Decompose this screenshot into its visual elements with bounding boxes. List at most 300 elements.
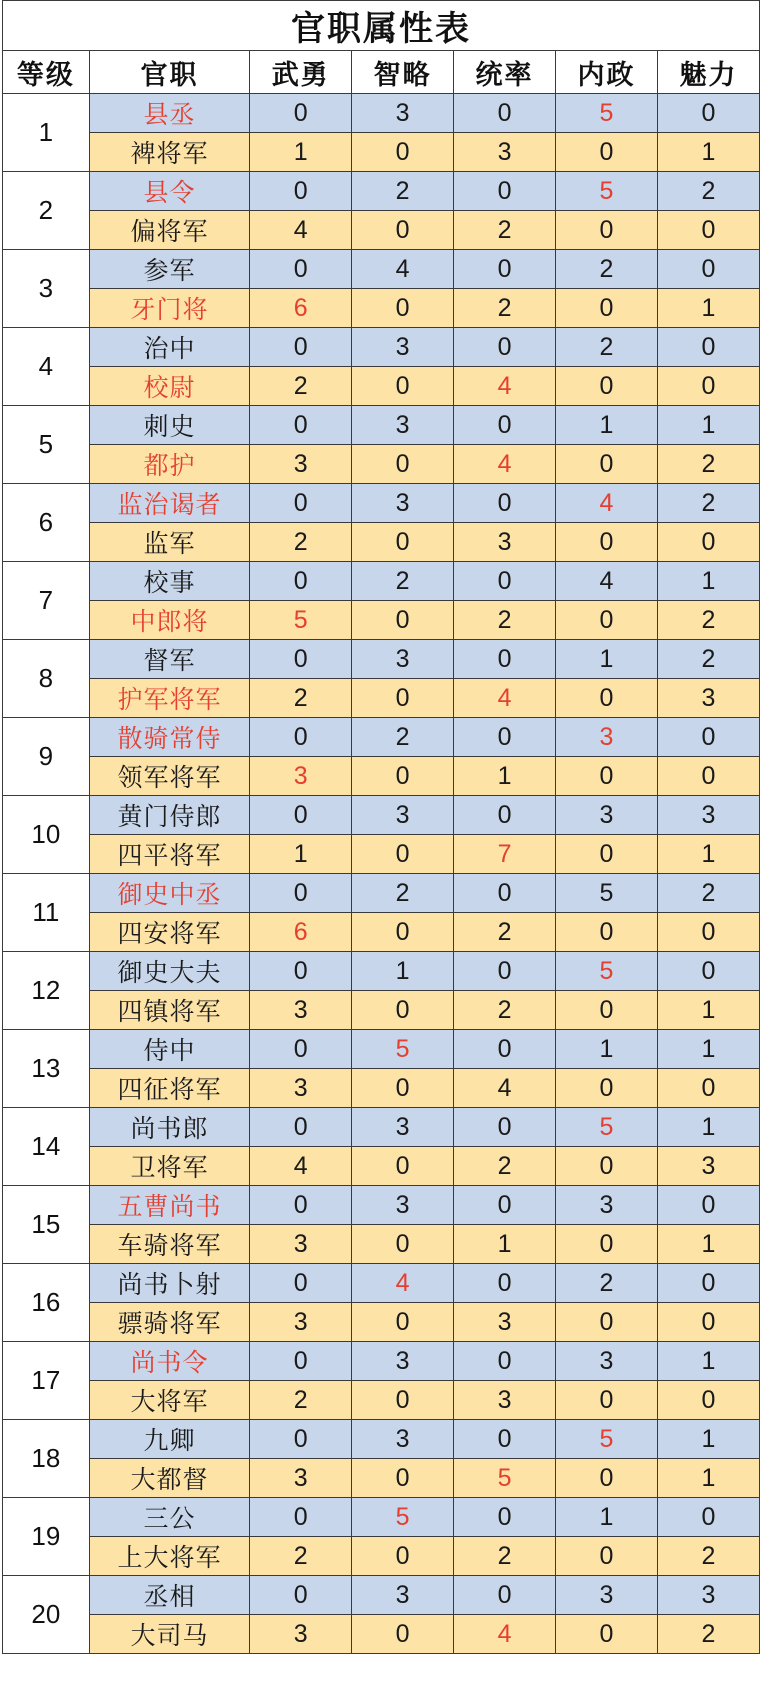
- office-name-cell: 尚书令: [89, 1342, 249, 1381]
- politics-value-cell: 0: [556, 1615, 658, 1654]
- strategy-value-cell: 0: [352, 1147, 454, 1186]
- valor-value-cell: 3: [250, 1069, 352, 1108]
- office-name-cell: 侍中: [89, 1030, 249, 1069]
- table-row: [3, 679, 760, 718]
- command-value-cell: 3: [454, 1303, 556, 1342]
- valor-value-cell: 4: [250, 211, 352, 250]
- charisma-value-cell: 2: [657, 172, 759, 211]
- charisma-value-cell: 2: [657, 874, 759, 913]
- politics-value-cell: 5: [556, 874, 658, 913]
- command-value-cell: 0: [454, 952, 556, 991]
- politics-value-cell: 0: [556, 601, 658, 640]
- command-value-cell: 0: [454, 1108, 556, 1147]
- office-name-cell: 四镇将军: [89, 991, 249, 1030]
- valor-value-cell: 2: [250, 1537, 352, 1576]
- politics-value-cell: 1: [556, 640, 658, 679]
- valor-value-cell: 0: [250, 1186, 352, 1225]
- table-row: [3, 991, 760, 1030]
- command-value-cell: 0: [454, 406, 556, 445]
- charisma-value-cell: 1: [657, 991, 759, 1030]
- command-value-cell: 3: [454, 523, 556, 562]
- charisma-value-cell: 0: [657, 94, 759, 133]
- table-row: [3, 289, 760, 328]
- table-row: [3, 718, 760, 757]
- command-value-cell: 1: [454, 1225, 556, 1264]
- politics-value-cell: 2: [556, 328, 658, 367]
- table-row: [3, 1459, 760, 1498]
- valor-value-cell: 0: [250, 484, 352, 523]
- strategy-value-cell: 3: [352, 1576, 454, 1615]
- header-strategy: 智略: [352, 51, 454, 94]
- charisma-value-cell: 2: [657, 1615, 759, 1654]
- level-cell: 18: [3, 1420, 90, 1498]
- table-body: [3, 94, 760, 1654]
- office-name-cell: 中郎将: [89, 601, 249, 640]
- office-name-cell: 卫将军: [89, 1147, 249, 1186]
- table-row: [3, 1225, 760, 1264]
- header-politics: 内政: [556, 51, 658, 94]
- charisma-value-cell: 0: [657, 328, 759, 367]
- valor-value-cell: 4: [250, 1147, 352, 1186]
- politics-value-cell: 1: [556, 1030, 658, 1069]
- office-name-cell: 御史中丞: [89, 874, 249, 913]
- office-name-cell: 黄门侍郎: [89, 796, 249, 835]
- strategy-value-cell: 0: [352, 679, 454, 718]
- header-valor: 武勇: [250, 51, 352, 94]
- strategy-value-cell: 0: [352, 289, 454, 328]
- valor-value-cell: 1: [250, 133, 352, 172]
- politics-value-cell: 0: [556, 523, 658, 562]
- level-cell: 15: [3, 1186, 90, 1264]
- strategy-value-cell: 0: [352, 1459, 454, 1498]
- politics-value-cell: 0: [556, 1381, 658, 1420]
- level-cell: 14: [3, 1108, 90, 1186]
- office-name-cell: 大将军: [89, 1381, 249, 1420]
- office-name-cell: 校事: [89, 562, 249, 601]
- politics-value-cell: 5: [556, 172, 658, 211]
- valor-value-cell: 0: [250, 952, 352, 991]
- valor-value-cell: 3: [250, 991, 352, 1030]
- valor-value-cell: 0: [250, 1498, 352, 1537]
- office-name-cell: 校尉: [89, 367, 249, 406]
- office-name-cell: 牙门将: [89, 289, 249, 328]
- command-value-cell: 0: [454, 1030, 556, 1069]
- level-cell: 3: [3, 250, 90, 328]
- strategy-value-cell: 0: [352, 367, 454, 406]
- command-value-cell: 4: [454, 367, 556, 406]
- valor-value-cell: 0: [250, 718, 352, 757]
- valor-value-cell: 2: [250, 1381, 352, 1420]
- command-value-cell: 2: [454, 1147, 556, 1186]
- command-value-cell: 0: [454, 718, 556, 757]
- strategy-value-cell: 0: [352, 913, 454, 952]
- office-name-cell: 三公: [89, 1498, 249, 1537]
- table-row: [3, 133, 760, 172]
- valor-value-cell: 2: [250, 367, 352, 406]
- valor-value-cell: 3: [250, 445, 352, 484]
- command-value-cell: 0: [454, 250, 556, 289]
- office-name-cell: 护军将军: [89, 679, 249, 718]
- charisma-value-cell: 0: [657, 1303, 759, 1342]
- charisma-value-cell: 2: [657, 445, 759, 484]
- table-row: [3, 367, 760, 406]
- strategy-value-cell: 2: [352, 172, 454, 211]
- table-row: [3, 1381, 760, 1420]
- strategy-value-cell: 0: [352, 1225, 454, 1264]
- header-command: 统率: [454, 51, 556, 94]
- politics-value-cell: 0: [556, 367, 658, 406]
- level-cell: 8: [3, 640, 90, 718]
- table-row: [3, 796, 760, 835]
- header-level: 等级: [3, 51, 90, 94]
- valor-value-cell: 0: [250, 562, 352, 601]
- command-value-cell: 0: [454, 1264, 556, 1303]
- level-cell: 5: [3, 406, 90, 484]
- command-value-cell: 4: [454, 1069, 556, 1108]
- politics-value-cell: 3: [556, 1186, 658, 1225]
- charisma-value-cell: 0: [657, 1069, 759, 1108]
- office-name-cell: 领军将军: [89, 757, 249, 796]
- charisma-value-cell: 2: [657, 640, 759, 679]
- office-name-cell: 都护: [89, 445, 249, 484]
- politics-value-cell: 4: [556, 484, 658, 523]
- table-row: [3, 757, 760, 796]
- strategy-value-cell: 3: [352, 640, 454, 679]
- charisma-value-cell: 0: [657, 1381, 759, 1420]
- office-name-cell: 尚书郎: [89, 1108, 249, 1147]
- command-value-cell: 0: [454, 328, 556, 367]
- level-cell: 7: [3, 562, 90, 640]
- valor-value-cell: 0: [250, 1108, 352, 1147]
- office-name-cell: 骠骑将军: [89, 1303, 249, 1342]
- politics-value-cell: 0: [556, 445, 658, 484]
- office-name-cell: 督军: [89, 640, 249, 679]
- charisma-value-cell: 1: [657, 1030, 759, 1069]
- office-name-cell: 九卿: [89, 1420, 249, 1459]
- table-row: [3, 1498, 760, 1537]
- charisma-value-cell: 0: [657, 250, 759, 289]
- strategy-value-cell: 4: [352, 250, 454, 289]
- office-name-cell: 散骑常侍: [89, 718, 249, 757]
- title-row: [3, 1, 760, 51]
- charisma-value-cell: 1: [657, 133, 759, 172]
- office-name-cell: 参军: [89, 250, 249, 289]
- office-name-cell: 车骑将军: [89, 1225, 249, 1264]
- charisma-value-cell: 1: [657, 1459, 759, 1498]
- politics-value-cell: 2: [556, 1264, 658, 1303]
- valor-value-cell: 3: [250, 1459, 352, 1498]
- command-value-cell: 0: [454, 1498, 556, 1537]
- charisma-value-cell: 1: [657, 1342, 759, 1381]
- strategy-value-cell: 3: [352, 94, 454, 133]
- charisma-value-cell: 0: [657, 367, 759, 406]
- strategy-value-cell: 0: [352, 211, 454, 250]
- valor-value-cell: 3: [250, 1303, 352, 1342]
- strategy-value-cell: 3: [352, 796, 454, 835]
- valor-value-cell: 1: [250, 835, 352, 874]
- header-charisma: 魅力: [657, 51, 759, 94]
- politics-value-cell: 0: [556, 757, 658, 796]
- charisma-value-cell: 1: [657, 289, 759, 328]
- politics-value-cell: 0: [556, 133, 658, 172]
- command-value-cell: 0: [454, 562, 556, 601]
- strategy-value-cell: 0: [352, 757, 454, 796]
- valor-value-cell: 2: [250, 523, 352, 562]
- table-row: [3, 1108, 760, 1147]
- valor-value-cell: 0: [250, 796, 352, 835]
- office-name-cell: 御史大夫: [89, 952, 249, 991]
- level-cell: 13: [3, 1030, 90, 1108]
- strategy-value-cell: 0: [352, 1537, 454, 1576]
- office-name-cell: 尚书卜射: [89, 1264, 249, 1303]
- politics-value-cell: 0: [556, 1225, 658, 1264]
- command-value-cell: 0: [454, 1576, 556, 1615]
- politics-value-cell: 2: [556, 250, 658, 289]
- valor-value-cell: 0: [250, 328, 352, 367]
- level-cell: 12: [3, 952, 90, 1030]
- charisma-value-cell: 0: [657, 1498, 759, 1537]
- command-value-cell: 5: [454, 1459, 556, 1498]
- politics-value-cell: 5: [556, 94, 658, 133]
- strategy-value-cell: 0: [352, 133, 454, 172]
- command-value-cell: 2: [454, 211, 556, 250]
- table-row: [3, 1303, 760, 1342]
- office-name-cell: 监治谒者: [89, 484, 249, 523]
- header-row: [3, 51, 760, 94]
- level-cell: 17: [3, 1342, 90, 1420]
- strategy-value-cell: 0: [352, 601, 454, 640]
- strategy-value-cell: 3: [352, 328, 454, 367]
- level-cell: 4: [3, 328, 90, 406]
- office-name-cell: 县令: [89, 172, 249, 211]
- politics-value-cell: 3: [556, 1576, 658, 1615]
- level-cell: 6: [3, 484, 90, 562]
- valor-value-cell: 0: [250, 874, 352, 913]
- level-cell: 1: [3, 94, 90, 172]
- valor-value-cell: 0: [250, 94, 352, 133]
- politics-value-cell: 0: [556, 1147, 658, 1186]
- command-value-cell: 0: [454, 172, 556, 211]
- charisma-value-cell: 0: [657, 913, 759, 952]
- charisma-value-cell: 2: [657, 484, 759, 523]
- command-value-cell: 0: [454, 1420, 556, 1459]
- politics-value-cell: 0: [556, 289, 658, 328]
- header-office: 官职: [89, 51, 249, 94]
- table-row: [3, 1030, 760, 1069]
- level-cell: 16: [3, 1264, 90, 1342]
- valor-value-cell: 0: [250, 1264, 352, 1303]
- politics-value-cell: 5: [556, 1108, 658, 1147]
- valor-value-cell: 3: [250, 1225, 352, 1264]
- office-name-cell: 上大将军: [89, 1537, 249, 1576]
- politics-value-cell: 0: [556, 1069, 658, 1108]
- table-row: [3, 1342, 760, 1381]
- level-cell: 9: [3, 718, 90, 796]
- command-value-cell: 2: [454, 991, 556, 1030]
- office-name-cell: 裨将军: [89, 133, 249, 172]
- charisma-value-cell: 0: [657, 211, 759, 250]
- politics-value-cell: 4: [556, 562, 658, 601]
- office-name-cell: 大都督: [89, 1459, 249, 1498]
- attribute-sheet: [2, 0, 760, 1654]
- command-value-cell: 2: [454, 1537, 556, 1576]
- strategy-value-cell: 0: [352, 991, 454, 1030]
- strategy-value-cell: 0: [352, 835, 454, 874]
- table-row: [3, 1147, 760, 1186]
- office-name-cell: 监军: [89, 523, 249, 562]
- politics-value-cell: 0: [556, 1303, 658, 1342]
- office-name-cell: 五曹尚书: [89, 1186, 249, 1225]
- table-row: [3, 94, 760, 133]
- office-name-cell: 丞相: [89, 1576, 249, 1615]
- strategy-value-cell: 3: [352, 484, 454, 523]
- table-row: [3, 1537, 760, 1576]
- charisma-value-cell: 0: [657, 1186, 759, 1225]
- valor-value-cell: 0: [250, 172, 352, 211]
- politics-value-cell: 5: [556, 1420, 658, 1459]
- strategy-value-cell: 0: [352, 1615, 454, 1654]
- charisma-value-cell: 1: [657, 1108, 759, 1147]
- command-value-cell: 3: [454, 133, 556, 172]
- office-name-cell: 四安将军: [89, 913, 249, 952]
- politics-value-cell: 3: [556, 718, 658, 757]
- table-row: [3, 1186, 760, 1225]
- charisma-value-cell: 0: [657, 1264, 759, 1303]
- office-name-cell: 四平将军: [89, 835, 249, 874]
- valor-value-cell: 0: [250, 1576, 352, 1615]
- strategy-value-cell: 0: [352, 1303, 454, 1342]
- charisma-value-cell: 1: [657, 1225, 759, 1264]
- strategy-value-cell: 0: [352, 523, 454, 562]
- valor-value-cell: 6: [250, 913, 352, 952]
- charisma-value-cell: 1: [657, 1420, 759, 1459]
- strategy-value-cell: 2: [352, 718, 454, 757]
- charisma-value-cell: 1: [657, 835, 759, 874]
- strategy-value-cell: 3: [352, 1342, 454, 1381]
- politics-value-cell: 3: [556, 1342, 658, 1381]
- command-value-cell: 0: [454, 796, 556, 835]
- command-value-cell: 4: [454, 1615, 556, 1654]
- strategy-value-cell: 0: [352, 445, 454, 484]
- valor-value-cell: 0: [250, 1342, 352, 1381]
- table-title: 官职属性表: [3, 1, 760, 51]
- politics-value-cell: 1: [556, 1498, 658, 1537]
- strategy-value-cell: 4: [352, 1264, 454, 1303]
- table-row: [3, 1264, 760, 1303]
- charisma-value-cell: 0: [657, 952, 759, 991]
- charisma-value-cell: 3: [657, 796, 759, 835]
- strategy-value-cell: 3: [352, 406, 454, 445]
- office-name-cell: 四征将军: [89, 1069, 249, 1108]
- command-value-cell: 4: [454, 679, 556, 718]
- table-row: [3, 913, 760, 952]
- politics-value-cell: 5: [556, 952, 658, 991]
- strategy-value-cell: 3: [352, 1186, 454, 1225]
- table-row: [3, 523, 760, 562]
- strategy-value-cell: 3: [352, 1420, 454, 1459]
- command-value-cell: 0: [454, 640, 556, 679]
- valor-value-cell: 0: [250, 406, 352, 445]
- charisma-value-cell: 0: [657, 757, 759, 796]
- valor-value-cell: 2: [250, 679, 352, 718]
- level-cell: 19: [3, 1498, 90, 1576]
- valor-value-cell: 3: [250, 757, 352, 796]
- charisma-value-cell: 2: [657, 601, 759, 640]
- table-row: [3, 952, 760, 991]
- strategy-value-cell: 0: [352, 1069, 454, 1108]
- command-value-cell: 0: [454, 94, 556, 133]
- table-row: [3, 601, 760, 640]
- level-cell: 20: [3, 1576, 90, 1654]
- command-value-cell: 2: [454, 913, 556, 952]
- valor-value-cell: 6: [250, 289, 352, 328]
- table-row: [3, 874, 760, 913]
- strategy-value-cell: 2: [352, 562, 454, 601]
- valor-value-cell: 0: [250, 250, 352, 289]
- strategy-value-cell: 2: [352, 874, 454, 913]
- command-value-cell: 0: [454, 1186, 556, 1225]
- charisma-value-cell: 1: [657, 562, 759, 601]
- command-value-cell: 2: [454, 601, 556, 640]
- valor-value-cell: 0: [250, 640, 352, 679]
- table-row: [3, 328, 760, 367]
- strategy-value-cell: 5: [352, 1498, 454, 1537]
- table-row: [3, 1420, 760, 1459]
- politics-value-cell: 0: [556, 913, 658, 952]
- politics-value-cell: 0: [556, 835, 658, 874]
- command-value-cell: 0: [454, 874, 556, 913]
- command-value-cell: 2: [454, 289, 556, 328]
- level-cell: 2: [3, 172, 90, 250]
- strategy-value-cell: 3: [352, 1108, 454, 1147]
- level-cell: 11: [3, 874, 90, 952]
- table-row: [3, 1069, 760, 1108]
- table-row: [3, 1615, 760, 1654]
- office-name-cell: 县丞: [89, 94, 249, 133]
- command-value-cell: 0: [454, 1342, 556, 1381]
- strategy-value-cell: 0: [352, 1381, 454, 1420]
- politics-value-cell: 0: [556, 211, 658, 250]
- politics-value-cell: 0: [556, 1459, 658, 1498]
- command-value-cell: 0: [454, 484, 556, 523]
- valor-value-cell: 0: [250, 1420, 352, 1459]
- table-row: [3, 250, 760, 289]
- table-row: [3, 562, 760, 601]
- strategy-value-cell: 1: [352, 952, 454, 991]
- office-attribute-table: [2, 0, 760, 1654]
- valor-value-cell: 3: [250, 1615, 352, 1654]
- politics-value-cell: 1: [556, 406, 658, 445]
- table-row: [3, 211, 760, 250]
- office-name-cell: 治中: [89, 328, 249, 367]
- charisma-value-cell: 0: [657, 718, 759, 757]
- office-name-cell: 刺史: [89, 406, 249, 445]
- table-row: [3, 406, 760, 445]
- strategy-value-cell: 5: [352, 1030, 454, 1069]
- command-value-cell: 7: [454, 835, 556, 874]
- politics-value-cell: 0: [556, 991, 658, 1030]
- level-cell: 10: [3, 796, 90, 874]
- office-name-cell: 大司马: [89, 1615, 249, 1654]
- valor-value-cell: 0: [250, 1030, 352, 1069]
- charisma-value-cell: 0: [657, 523, 759, 562]
- office-name-cell: 偏将军: [89, 211, 249, 250]
- table-row: [3, 445, 760, 484]
- command-value-cell: 4: [454, 445, 556, 484]
- table-row: [3, 484, 760, 523]
- charisma-value-cell: 2: [657, 1537, 759, 1576]
- command-value-cell: 1: [454, 757, 556, 796]
